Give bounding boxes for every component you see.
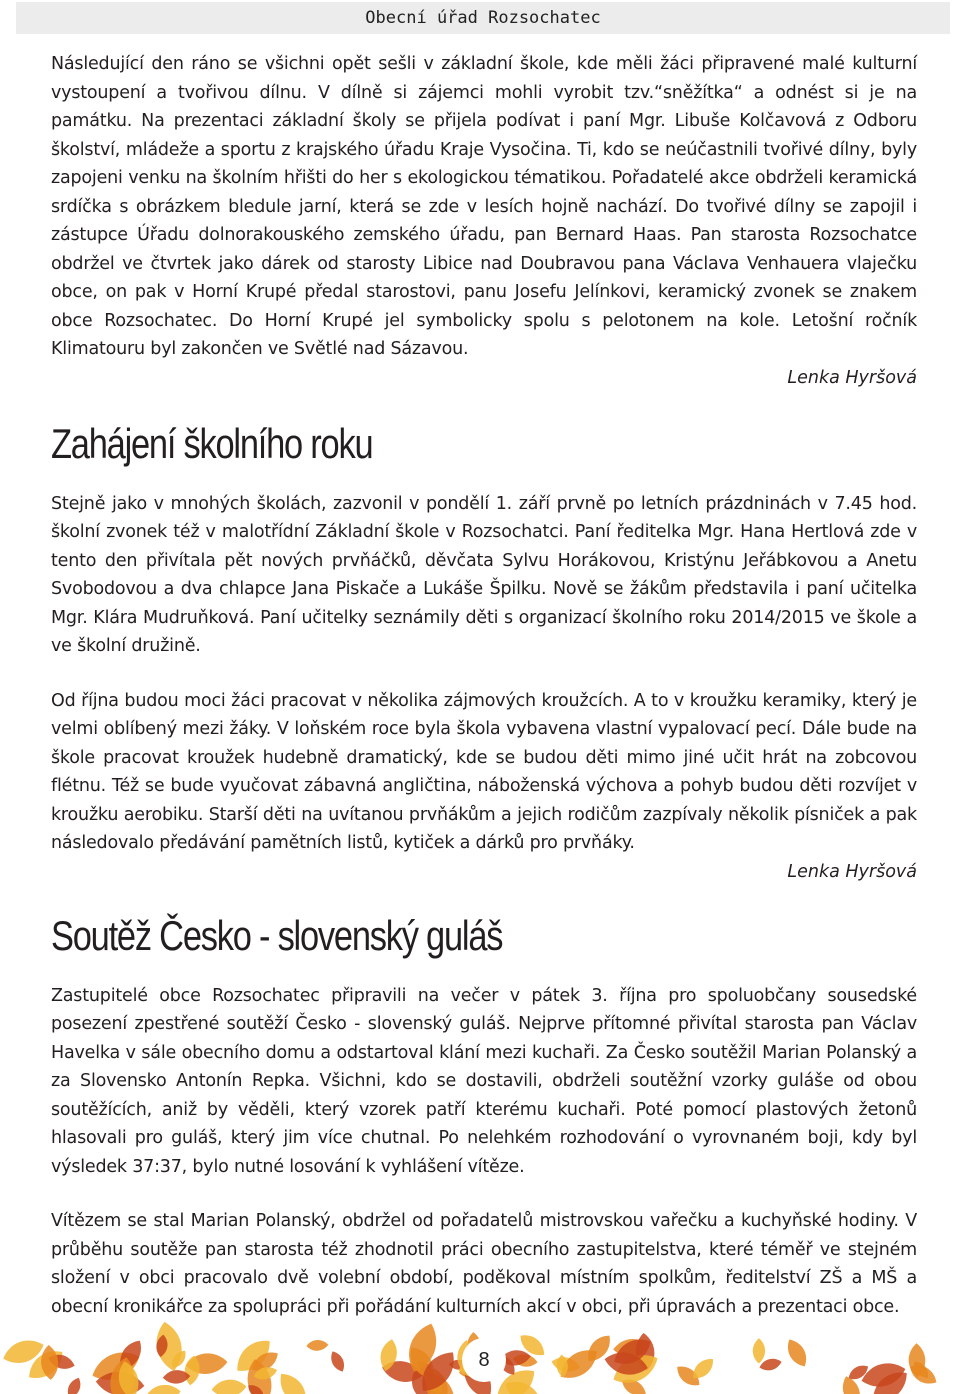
leaf-icon [211,1378,247,1394]
goulash-paragraph-2: Vítězem se stal Marian Polanský, obdržel od pořadatelů mistrovskou vařečku a kuchyňské hodiny. V průběhu soutěže pan starosta též zhodnotil práci obecního zastupitelstva, které téměř ve stejném složení v obci pracovalo dvě volební období, poděkoval místním spolkům, ředitelství ZŠ a MŠ a obecní kronikářce za spolupráci při pořádání kulturních akcí v obci, při úpravách a prezentaci obce. [51,1211,917,1317]
leaf-icon [783,1336,812,1370]
school-year-paragraph-1: Stejně jako v mnohých školách, zazvonil v pondělí 1. září prvně po letních prázdninách v 7.45 hod. školní zvonek též v malotřídní Základní škole v Rozsochatci. Paní ředitelka Mgr. Hana Hertlová zde v tento den přivítala pět nových prvňáčků, děvčata Sylvu Horákovou, Kristýnu Jeřábkovou a Anetu Svobodovou a dva chlapce Jana Piskače a Lukáše Špilku. Nově se žákům představila i paní učitelka Mgr. Klára Mudruňková. Paní učitelky seznámily děti s organizací školního roku 2014/2015 ve škole a ve školní družině. [51,493,917,656]
leaf-icon [64,1375,83,1394]
article-continuation-text: Následující den ráno se všichni opět sešli v základní škole, kde měli žáci připravené malé kulturní vystoupení a tvořivou dílnu. V dílně si zájemci mohli vyrobit tzv.“sněžítka“ a odnést si je na památku. Na prezentaci základní školy se přijela podívat i paní Mgr. Libuše Kolčavová z Odboru školství, mládeže a sportu z krajského úřadu Kraje Vysočina. Ti, kdo se neúčastnili tvořivé dílny, byly zapojeni venku na školním hřišti do her s ekologickou tématikou. Pořadatelé akce obdrželi keramická srdíčka s obrázkem bledule jarní, která se zde v lesích hojně nachází. Do tvořivé dílny se zapojil i zástupce Úřadu dolnorakouského zemského úřadu, pan Bernard Haas. Pan starosta Rozsochatce obdržel ve čtvrtek jako dárek od starosty Libice nad Doubravou pana Václava Venhauera vlaječku obce, on pak v Horní Krupé předal starostovi, panu Josefu Jelínkovi, keramický zvonek se znakem obce Rozsochatec. Do Horní Krupé jel symbolicky spolu s pelotonem na kole. Letošní ročník Klimatouru byl zakončen ve Světlé nad Sázavou. [51,54,917,359]
school-year-paragraph-2: Od října budou moci žáci pracovat v několika zájmových kroužcích. A to v kroužku keramiky, který je velmi oblíbený mezi žáky. V loňském roce byla škola vybavena vlastní vypalovací pecí. Dále bude na škole pracovat kroužek hudebně dramatický, kde se budou děti mimo jiné učit hrát na zobcovou flétnu. Též se bude vyučovat zábavná angličtina, náboženská výchova a pohyb budou děti rozvíjet v kroužku aerobiku. Starší děti na uvítanou prvňákům a jejich rodičům zazpívaly několik písniček a pak následovalo předávání pamětních listů, kytiček a dárků pro prvňáky. [51,690,917,853]
section-heading-goulash: Soutěž Česko - slovenský guláš [51,911,503,959]
leaf-icon [274,1368,313,1394]
leaf-icon [328,1349,348,1374]
leaf-icon [306,1339,328,1351]
goulash-paragraph-1: Zastupitelé obce Rozsochatec připravili na večer v pátek 3. října pro spoluobčany sousedské posezení zpestřené soutěží Česko - slovenský guláš. Nejprve přítomné přivítal starosta pan Václav Havelka v sále obecního domu a odstartoval klání mezi kuchaři. Za Česko soutěžil Marian Polanský a za Slovensko Antonín Repka. Všichni, kdo se dostavili, obdrželi soutěžní vzorky guláše od obou soutěžících, aniž by věděli, který vzorek patří kterému kuchaři. Poté pomocí plastových žetonů hlasovali pro guláš, který jim více chutnal. Po nelehkém rozhodování o vyrovnaném boji, kdy byl výsledek 37:37, bylo nutné losování k vyhlášení vítěze. [51,985,917,1177]
leaf-icon [146,1383,182,1394]
leaf-icon [753,1338,765,1363]
article-signature: Lenka Hyršová [787,367,917,388]
page-content [51,50,917,1321]
school-year-signature: Lenka Hyršová [787,861,917,882]
page-number: 8 [462,1338,506,1382]
running-header: Obecní úřad Rozsochatec [16,2,950,34]
section-heading-school-year: Zahájení školního roku [51,419,373,467]
